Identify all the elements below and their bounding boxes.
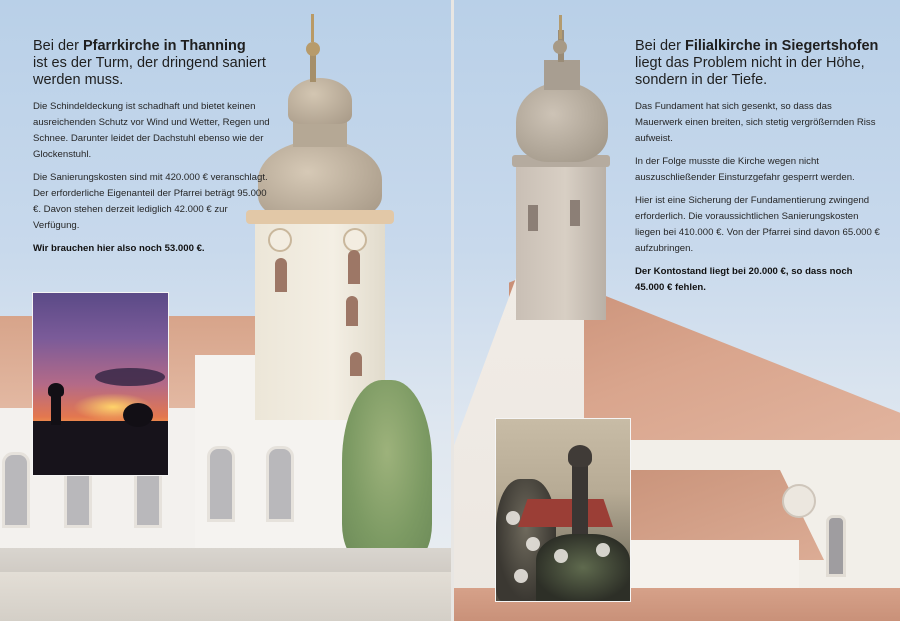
photo-roof	[518, 499, 613, 527]
blossom	[554, 549, 568, 563]
intro-heading	[33, 38, 273, 89]
vintage-church-photo	[495, 418, 631, 602]
photo-tower	[572, 459, 588, 539]
tower-window	[346, 296, 358, 326]
spire-ball	[306, 42, 320, 56]
tower-window	[275, 258, 287, 292]
blossom	[526, 537, 540, 551]
blossom	[514, 569, 528, 583]
ivy-tree	[342, 380, 432, 560]
tower-window	[350, 352, 362, 376]
wall-roundel	[782, 484, 816, 518]
onion-dome	[258, 140, 382, 220]
blossom	[596, 543, 610, 557]
paragraph: Die Sanierungskosten sind mit 420.000 € veranschlagt. Der erforderliche Eigenanteil der Pfarrei beträgt 95.000 €. Davon stehen derzeit lediglich 42.000 € zur Verfügung.	[33, 172, 268, 231]
church-window	[826, 515, 846, 577]
church-window	[2, 452, 30, 528]
sunset-photo	[32, 292, 169, 476]
tower-cross	[311, 14, 314, 42]
photo-dome	[568, 445, 592, 467]
church-name: Pfarrkirche in Thanning	[82, 38, 246, 54]
blossom	[506, 511, 520, 525]
tower-window	[528, 205, 538, 231]
silhouette-tree	[123, 403, 153, 427]
silhouette-ground	[33, 421, 168, 475]
paragraph: Hier ist eine Sicherung der Fundamentierung zwingend erforderlich. Die voraussichtlichen Sanierungskosten liegen bei 410.000 €. Von der Pfarrei sind davon 65.000 € aufzubringen.	[635, 195, 880, 254]
silhouette-tower	[51, 389, 61, 425]
cemetery-wall	[0, 572, 451, 621]
text-thanning	[33, 38, 273, 264]
tower-window	[348, 250, 360, 284]
paragraph: Die Schindeldeckung ist schadhaft und bietet keinen ausreichenden Schutz vor Wind und Wetter, Regen und Schnee. Darunter leidet der Dachstuhl ebenso wie der Glockenstuhl.	[33, 101, 270, 160]
photo-bush	[536, 534, 630, 601]
church-window	[207, 446, 235, 522]
tower-cross	[559, 15, 562, 39]
text-siegertshofen	[635, 38, 880, 303]
intro-prefix: Bei der	[33, 38, 83, 54]
tower-window	[570, 200, 580, 226]
spire-ball	[553, 40, 567, 54]
intro-prefix: Bei der	[635, 38, 685, 54]
closing-statement: Der Kontostand liegt bei 20.000 €, so dass noch 45.000 € fehlen.	[635, 266, 853, 293]
church-window	[266, 446, 294, 522]
onion-dome	[516, 82, 608, 162]
church-name: Filialkirche in Siegertshofen	[684, 38, 879, 54]
intro-heading	[635, 38, 880, 89]
intro-rest: ist es der Turm, der dringend saniert werden muss.	[33, 55, 266, 88]
paragraph: Das Fundament hat sich gesenkt, so dass das Mauerwerk einen breiten, sich stetig vergrößernden Riss aufweist.	[635, 101, 876, 144]
church-tower	[516, 160, 606, 320]
closing-statement: Wir brauchen hier also noch 53.000 €.	[33, 243, 205, 254]
dome-lantern	[288, 78, 352, 124]
dome-neck	[544, 60, 580, 90]
clock-icon	[343, 228, 367, 252]
cloud	[95, 368, 165, 386]
paragraph: In der Folge musste die Kirche wegen nicht auszuschließender Einsturzgefahr gesperrt werden.	[635, 156, 855, 183]
intro-rest: liegt das Problem nicht in der Höhe, sondern in der Tiefe.	[635, 55, 865, 88]
